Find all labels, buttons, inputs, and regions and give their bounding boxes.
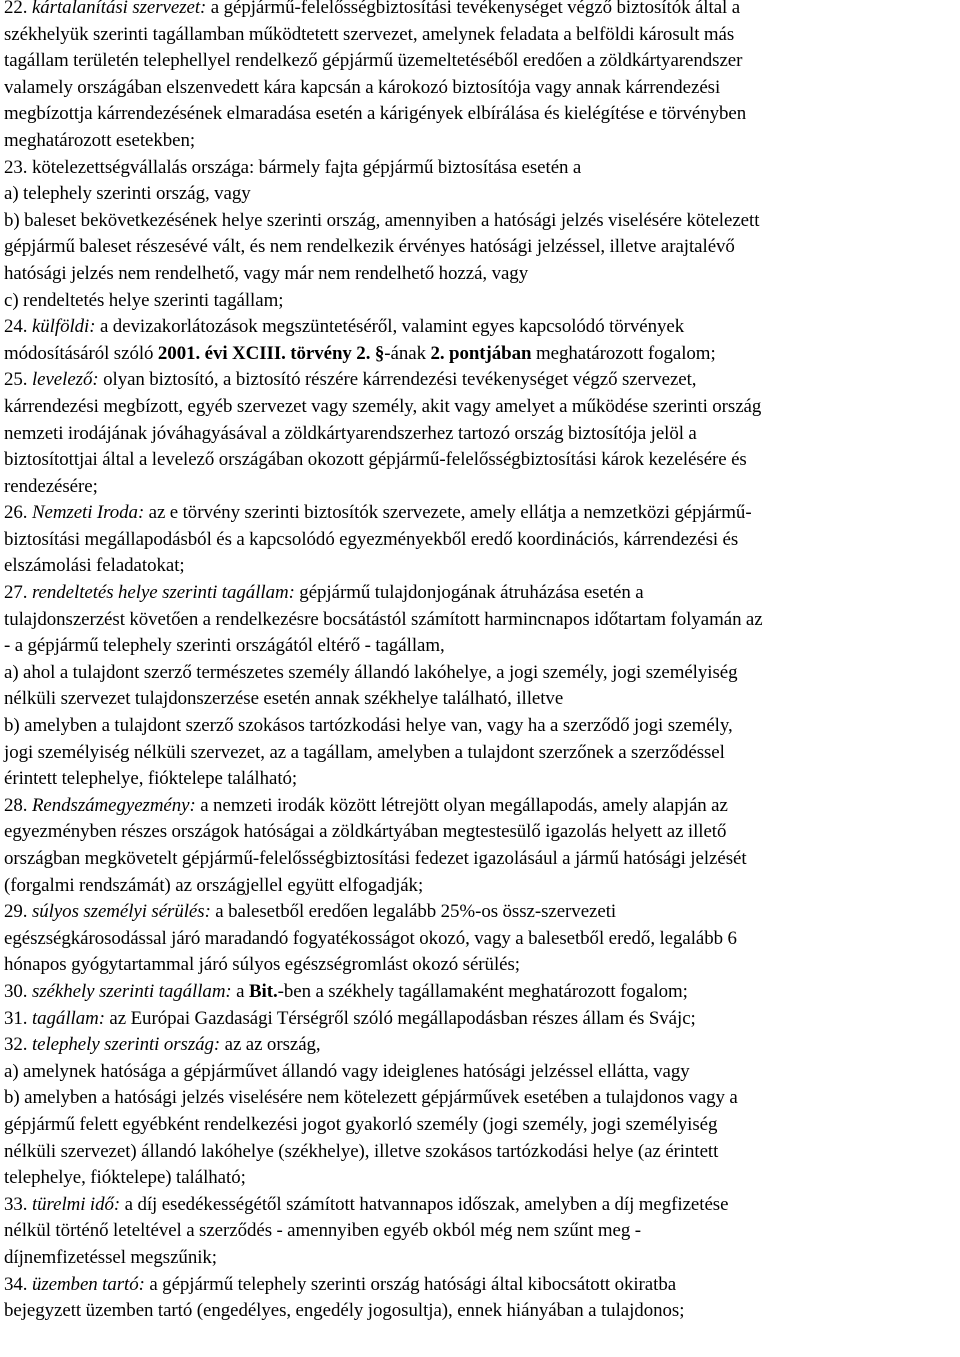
defined-term: külföldi: xyxy=(31,316,96,338)
text-segment: a) amelynek hatósága a gépjárművet állandó vagy ideiglenes hatósági jelzéssel ellátta, vagy xyxy=(4,1060,690,1082)
text-line xyxy=(4,208,956,235)
item-number: 28. xyxy=(4,794,32,816)
text-segment: (forgalmi rendszámát) az országjellel együtt elfogadják; xyxy=(4,874,424,896)
bold-text: 2001. évi XCIII. törvény 2. xyxy=(157,342,371,364)
text-segment: kötelezettségvállalás országa: bármely fajta gépjármű biztosítása esetén a xyxy=(31,156,582,178)
text-line xyxy=(4,0,956,22)
text-segment: -ának xyxy=(384,342,431,364)
text-segment: a gépjármű-felelősségbiztosítási tevékenységet végző biztosítók által a xyxy=(206,0,741,18)
text-line xyxy=(4,1006,956,1033)
item-number: 32. xyxy=(4,1034,32,1056)
text-segment: gépjármű tulajdonjogának átruházása esetén a xyxy=(294,582,644,604)
text-line xyxy=(4,660,956,687)
text-line xyxy=(4,633,956,660)
text-line xyxy=(4,819,956,846)
text-segment: telephelye, fióktelepe) található; xyxy=(4,1167,246,1189)
item-number: 26. xyxy=(4,502,32,524)
text-line xyxy=(4,713,956,740)
text-segment: módosításáról szóló xyxy=(4,342,158,364)
text-line xyxy=(4,1245,956,1272)
defined-term: tagállam: xyxy=(31,1007,105,1029)
text-line xyxy=(4,22,956,49)
text-line xyxy=(4,421,956,448)
defined-term: türelmi idő: xyxy=(31,1193,121,1215)
text-segment: nemzeti irodájának jóváhagyásával a zöldkártyarendszerhez tartozó ország biztosítója jelöl a xyxy=(4,422,697,444)
defined-term: Nemzeti Iroda: xyxy=(31,502,145,524)
text-segment: a) ahol a tulajdont szerző természetes személy állandó lakóhelye, a jogi személy, jogi személyiség xyxy=(4,661,738,683)
text-segment: megbízottja kárrendezésének elmaradása esetén a kárigények elbírálása és kielégítése e törvényben xyxy=(4,103,747,125)
text-segment: egyezményben részes országok hatóságai a zöldkártyában megtestesülő igazolás helyett az illető xyxy=(4,821,727,843)
text-line xyxy=(4,1272,956,1299)
text-line xyxy=(4,1085,956,1112)
text-segment: meghatározott fogalom; xyxy=(531,342,716,364)
text-segment: nélküli szervezet tulajdonszerzése esetén annak székhelye található, illetve xyxy=(4,688,564,710)
text-segment: a devizakorlátozások megszüntetéséről, valamint egyes kapcsolódó törvények xyxy=(95,316,685,338)
defined-term: székhely szerinti tagállam: xyxy=(31,980,232,1002)
text-line xyxy=(4,553,956,580)
text-line xyxy=(4,1112,956,1139)
text-segment: érintett telephelye, fióktelepe található; xyxy=(4,768,298,790)
text-segment: -ben a székhely tagállamaként meghatározott fogalom; xyxy=(277,980,688,1002)
text-segment: valamely országában elszenvedett kára kapcsán a károkozó biztosítója vagy annak kárrendezési xyxy=(4,76,721,98)
text-line xyxy=(4,607,956,634)
text-segment: olyan biztosító, a biztosító részére kárrendezési tevékenységet végző szervezet, xyxy=(98,369,697,391)
defined-term: levelező: xyxy=(31,369,99,391)
item-number: 34. xyxy=(4,1273,32,1295)
text-line xyxy=(4,1059,956,1086)
text-line xyxy=(4,979,956,1006)
text-segment: - a gépjármű telephely szerinti országától eltérő - tagállam, xyxy=(4,635,445,657)
text-line xyxy=(4,48,956,75)
text-line xyxy=(4,527,956,554)
defined-term: súlyos személyi sérülés: xyxy=(31,901,211,923)
text-line xyxy=(4,1218,956,1245)
text-line xyxy=(4,261,956,288)
text-segment: az az ország, xyxy=(220,1034,321,1056)
text-segment: díjnemfizetéssel megszűnik; xyxy=(4,1246,218,1268)
text-segment: jogi személyiség nélküli szervezet, az a tagállam, amelyben a tulajdont szerzőnek a szerződéssel xyxy=(4,741,725,763)
text-segment: országban megkövetelt gépjármű-felelősségbiztosítási fedezet igazolásául a jármű hatósági jelzését xyxy=(4,848,747,869)
text-segment: az Európai Gazdasági Térségről szóló megállapodásban részes állam és Svájc; xyxy=(104,1007,696,1029)
text-segment: meghatározott esetekben; xyxy=(4,129,196,151)
text-segment: biztosítottjai által a levelező országában okozott gépjármű-felelősségbiztosítási károk kezelésére és xyxy=(4,449,747,471)
text-line xyxy=(4,1298,956,1325)
text-segment: tulajdonszerzést követően a rendelkezésre bocsátástól számított harmincnapos időtartam folyamán az xyxy=(4,608,763,630)
text-line xyxy=(4,580,956,607)
defined-term: rendeltetés helye szerinti tagállam: xyxy=(31,582,295,604)
item-number: 23. xyxy=(4,156,32,178)
text-segment: kárrendezési megbízott, egyéb szervezet vagy személy, akit vagy amelyet a működése szerinti ország xyxy=(4,395,762,417)
text-line xyxy=(4,1032,956,1059)
item-number: 31. xyxy=(4,1007,32,1029)
text-segment: székhelyük szerinti tagállamban működtetett szervezet, amelynek feladata a belföldi károsult más xyxy=(4,23,735,45)
text-line xyxy=(4,341,956,368)
text-segment: a) telephely szerinti ország, vagy xyxy=(4,183,251,205)
text-line xyxy=(4,793,956,820)
text-segment: c) rendeltetés helye szerinti tagállam; xyxy=(4,289,284,311)
text-line xyxy=(4,1165,956,1192)
item-number: 30. xyxy=(4,980,32,1002)
text-segment: elszámolási feladatokat; xyxy=(4,555,185,577)
text-line xyxy=(4,846,956,873)
text-line xyxy=(4,474,956,501)
defined-term: Rendszámegyezmény: xyxy=(31,794,196,816)
bold-text: Bit. xyxy=(248,980,278,1002)
item-number: 27. xyxy=(4,582,32,604)
text-segment: hónapos gyógytartammal járó súlyos egészségromlást okozó sérülés; xyxy=(4,954,520,976)
text-line xyxy=(4,952,956,979)
text-line xyxy=(4,394,956,421)
text-line xyxy=(4,128,956,155)
text-line xyxy=(4,181,956,208)
item-number: 33. xyxy=(4,1193,32,1215)
text-segment: rendezésére; xyxy=(4,475,98,497)
text-segment: nélkül történő leteltével a szerződés - amennyiben egyéb okból még nem szűnt meg - xyxy=(4,1220,641,1242)
text-line xyxy=(4,740,956,767)
text-segment: a balesetből eredően legalább 25%-os össz-szervezeti xyxy=(210,901,617,923)
text-segment: a gépjármű telephely szerinti ország hatósági által kibocsátott okiratba xyxy=(144,1273,677,1295)
text-line xyxy=(4,686,956,713)
item-number: 29. xyxy=(4,901,32,923)
text-segment: a xyxy=(231,980,249,1002)
text-line xyxy=(4,873,956,900)
text-line xyxy=(4,500,956,527)
text-line xyxy=(4,1139,956,1166)
text-segment: b) baleset bekövetkezésének helye szerinti ország, amennyiben a hatósági jelzés viselésére kötelezett xyxy=(4,209,760,231)
text-line xyxy=(4,367,956,394)
text-line xyxy=(4,101,956,128)
text-segment: bejegyzett üzemben tartó (engedélyes, engedély jogosultja), ennek hiányában a tulajdonos; xyxy=(4,1300,685,1322)
text-segment: b) amelyben a tulajdont szerző szokásos tartózkodási helye van, vagy ha a szerződő jogi személy, xyxy=(4,715,733,737)
text-line xyxy=(4,926,956,953)
text-segment: biztosítási megállapodásból és a kapcsolódó egyezményekből eredő koordinációs, kárrendezési és xyxy=(4,528,739,550)
text-line xyxy=(4,447,956,474)
text-line xyxy=(4,766,956,793)
text-line xyxy=(4,1192,956,1219)
defined-term: üzemben tartó: xyxy=(31,1273,145,1295)
bold-text: 2. pontjában xyxy=(430,342,532,364)
text-segment: egészségkárosodással járó maradandó fogyatékosságot okozó, vagy a balesetből eredő, legalább 6 xyxy=(4,927,737,949)
item-number: 22. xyxy=(4,0,32,18)
text-segment: b) amelyben a hatósági jelzés viselésére nem kötelezett gépjárművek esetében a tulajdonos vagy a xyxy=(4,1087,738,1109)
defined-term: telephely szerinti ország: xyxy=(31,1034,221,1056)
text-line xyxy=(4,234,956,261)
text-segment: a díj esedékességétől számított hatvannapos időszak, amelyben a díj megfizetése xyxy=(120,1193,729,1215)
text-segment: tagállam területén telephellyel rendelkező gépjármű üzemeltetéséből eredően a zöldkártyarendszer xyxy=(4,50,743,72)
text-line xyxy=(4,155,956,182)
text-segment: nélküli szervezet) állandó lakóhelye (székhelye), illetve szokásos tartózkodási helye (az érintett xyxy=(4,1140,719,1162)
text-line xyxy=(4,288,956,315)
item-number: 25. xyxy=(4,369,32,391)
text-segment: az e törvény szerinti biztosítók szervezete, amely ellátja a nemzetközi gépjármű- xyxy=(144,502,752,524)
text-segment: hatósági jelzés nem rendelhető, vagy már nem rendelhető hozzá, vagy xyxy=(4,262,529,284)
text-segment: a nemzeti irodák között létrejött olyan megállapodás, amely alapján az xyxy=(195,794,728,816)
text-segment: gépjármű felett egyébként rendelkezési jogot gyakorló személy (jogi személy, jogi személyiség xyxy=(4,1113,718,1135)
defined-term: kártalanítási szervezet: xyxy=(31,0,207,18)
item-number: 24. xyxy=(4,316,32,338)
bold-text: § xyxy=(374,342,385,364)
text-line xyxy=(4,75,956,102)
text-line xyxy=(4,314,956,341)
text-segment: gépjármű baleset részesévé vált, és nem rendelkezik érvényes hatósági jelzéssel, illetve arajtalévő xyxy=(4,236,735,258)
text-line xyxy=(4,899,956,926)
